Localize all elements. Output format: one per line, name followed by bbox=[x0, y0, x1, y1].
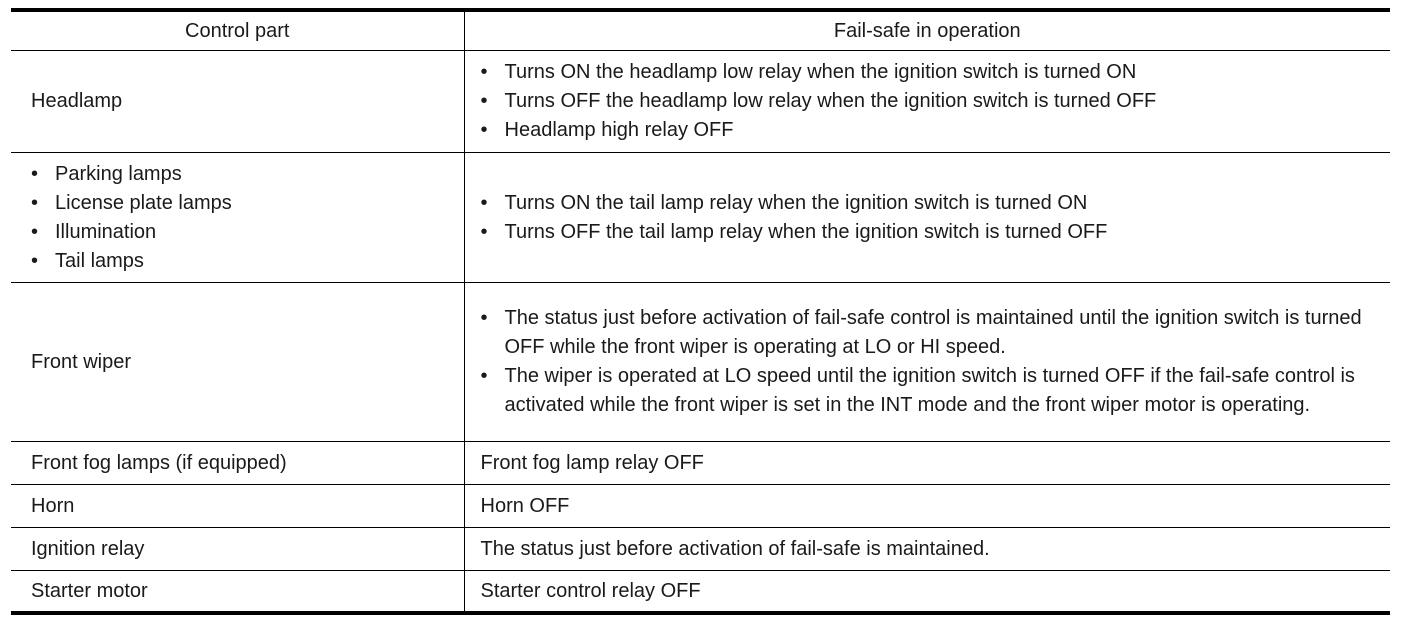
header-control-part: Control part bbox=[11, 10, 464, 51]
fail-safe-cell: Front fog lamp relay OFF bbox=[464, 442, 1390, 485]
control-part-cell: Starter motor bbox=[11, 571, 464, 614]
control-part-item: • Tail lamps bbox=[31, 247, 454, 276]
table-row-front-fog bbox=[11, 442, 1390, 485]
control-part-cell: Ignition relay bbox=[11, 528, 464, 571]
fail-safe-cell: Horn OFF bbox=[464, 485, 1390, 528]
fail-safe-cell: The status just before activation of fail-safe is maintained. bbox=[464, 528, 1390, 571]
table-row-horn bbox=[11, 485, 1390, 528]
fail-safe-item: • Turns OFF the tail lamp relay when the ignition switch is turned OFF bbox=[481, 218, 1381, 247]
fail-safe-cell bbox=[464, 51, 1390, 153]
fail-safe-item: • Turns ON the tail lamp relay when the ignition switch is turned ON bbox=[481, 189, 1381, 218]
fail-safe-item: • Headlamp high relay OFF bbox=[481, 116, 1381, 145]
fail-safe-cell bbox=[464, 283, 1390, 442]
table-body bbox=[11, 51, 1390, 614]
fail-safe-list bbox=[481, 304, 1381, 420]
header-fail-safe: Fail-safe in operation bbox=[464, 10, 1390, 51]
fail-safe-item: • The wiper is operated at LO speed until the ignition switch is turned OFF if the fail-safe control is activated while the front wiper is set in the INT mode and the front wiper motor is operating. bbox=[481, 362, 1381, 420]
control-part-list bbox=[31, 160, 454, 276]
control-part-item: • Parking lamps bbox=[31, 160, 454, 189]
table-row-front-wiper bbox=[11, 283, 1390, 442]
control-part-cell bbox=[11, 153, 464, 283]
fail-safe-list bbox=[481, 58, 1381, 145]
control-part-item: • License plate lamps bbox=[31, 189, 454, 218]
control-part-cell: Front wiper bbox=[11, 283, 464, 442]
fail-safe-table bbox=[11, 8, 1390, 615]
control-part-cell: Front fog lamps (if equipped) bbox=[11, 442, 464, 485]
fail-safe-item: • The status just before activation of fail-safe control is maintained until the ignition switch is turned OFF while the front wiper is operating at LO or HI speed. bbox=[481, 304, 1381, 362]
fail-safe-list bbox=[481, 189, 1381, 247]
header-row bbox=[11, 10, 1390, 51]
table-row-ignition-relay bbox=[11, 528, 1390, 571]
fail-safe-item: • Turns ON the headlamp low relay when the ignition switch is turned ON bbox=[481, 58, 1381, 87]
table-row-lamps bbox=[11, 153, 1390, 283]
control-part-cell: Horn bbox=[11, 485, 464, 528]
fail-safe-cell: Starter control relay OFF bbox=[464, 571, 1390, 614]
control-part-cell: Headlamp bbox=[11, 51, 464, 153]
control-part-item: • Illumination bbox=[31, 218, 454, 247]
table-row-headlamp bbox=[11, 51, 1390, 153]
table-row-starter-motor bbox=[11, 571, 1390, 614]
fail-safe-cell bbox=[464, 153, 1390, 283]
fail-safe-item: • Turns OFF the headlamp low relay when the ignition switch is turned OFF bbox=[481, 87, 1381, 116]
table-header bbox=[11, 10, 1390, 51]
